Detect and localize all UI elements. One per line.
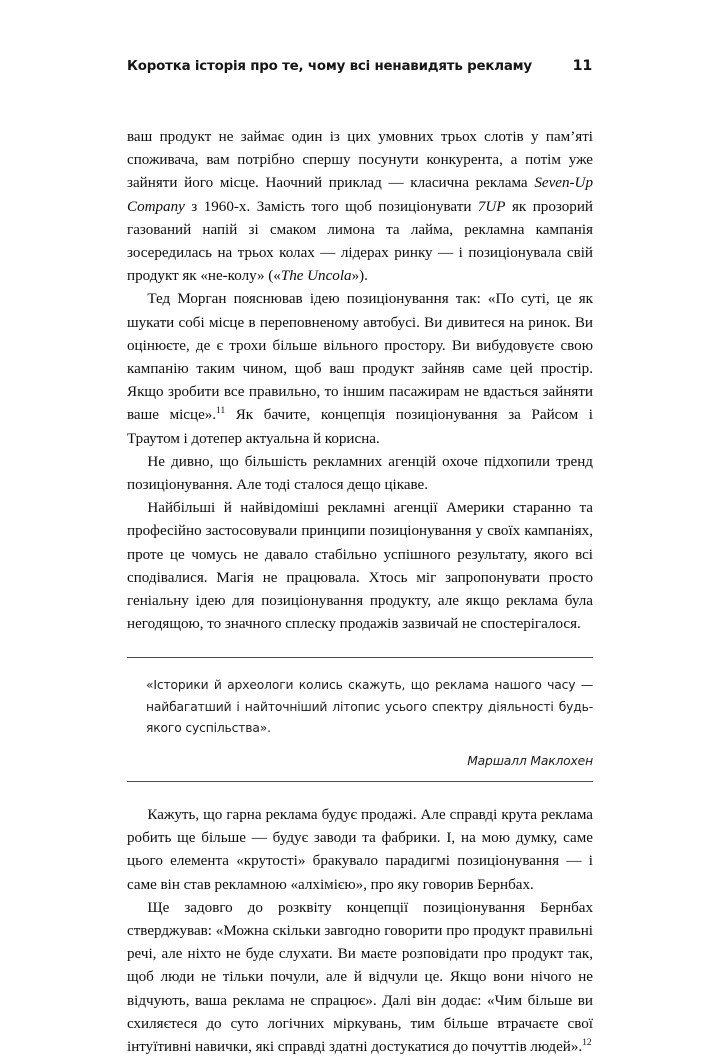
par-positioning-seven-up: [127, 126, 593, 288]
pull-quote-block: [127, 657, 593, 782]
italic-run: Seven-Up Company: [127, 175, 593, 215]
text-run: як прозорий газований напій зі смаком лимона та лайма, рекламна кампанія зосередилась на трьох колах — лідерах ринку — і позиціонувала свій продукт як «не-колу» («: [127, 198, 593, 285]
text-run: ваш продукт не займає один із цих умовних трьох слотів у пам’яті споживача, вам потрібно спершу посунути конкурента, а потім уже зайняти його місце. Наочний приклад — класична реклама: [127, 129, 593, 192]
text-run: Як бачите, концепція позиціонування за Райсом і Траутом і дотепер актуальна й корисна.: [127, 407, 593, 447]
body-text-top: [127, 126, 593, 636]
pull-quote-rule-top: [127, 657, 593, 658]
text-run: Ще задовго до розквіту концепції позиціонування Бернбах стверджував: «Можна скільки завгодно говорити про продукт правильні речі, але ніхто не буде слухати. Ви маєте розповідати про продукт так, щоб люди не тільки почули, але й відчули це. Якщо вони нічого не відчують, ваша реклама не спрацює». Далі він додає: «Чим більше ви схиляєтеся до суто логічних міркувань, тим більше втрачаєте свої інтуїтивні навички, які справді здатні достукатися до почуттів людей».: [127, 899, 593, 1055]
text-run: »).: [351, 268, 368, 285]
par-bernbach-quote: [127, 897, 593, 1059]
pull-quote-rule-bottom: [127, 781, 593, 782]
text-run: Найбільші й найвідоміші рекламні агенції Америки старанно та професійно застосовували принципи позиціонування у своїх кампаніях, проте це чомусь не давало стабільно успішного результату, якого всі сподівалися. Магія не працювала. Хтось міг запропонувати просто геніальну ідею для позиціонування продукту, але якщо реклама була негодящою, то значного сплеску продажів зазвичай не спостерігалося.: [127, 500, 593, 633]
par-magic-not-working: [127, 497, 593, 636]
text-run: Тед Морган пояснював ідею позиціонування так: «По суті, це як шукати собі місце в переповненому автобусі. Ви дивитеся на ринок. Ви оцінюєте, де є трохи більше вільного простору. Ви вибудовуєте свою кампанію таким чином, щоб ваш продукт зайняв саме цей простір. Якщо зробити все правильно, то іншим пасажирам не вдасться зайняти ваше місце».: [127, 291, 593, 424]
pull-quote-attribution: Маршалл Маклохен: [467, 753, 593, 768]
text-run: з 1960-х. Замість того щоб позиціонувати: [184, 198, 478, 215]
italic-run: 7UP: [477, 198, 506, 215]
footnote-marker-12[interactable]: 12: [582, 1037, 592, 1048]
par-good-ad-builds-sales: [127, 804, 593, 897]
running-header-title: Коротка історія про те, чому всі ненавидять рекламу: [127, 59, 532, 74]
pull-quote-inner: [127, 658, 593, 781]
par-ted-morgan: [127, 288, 593, 450]
italic-run: The Uncola: [280, 268, 352, 285]
par-agencies-trend: [127, 451, 593, 497]
pull-quote-text: «Історики й археологи колись скажуть, що реклама нашого часу — найбагатший і найточніший літопис усього спектру діяльності будь-якого суспільства».: [146, 678, 593, 736]
text-run: Кажуть, що гарна реклама будує продажі. Але справді крута реклама робить ще більше — будує заводи та фабрики. І, на мою думку, саме цього елемента «крутості» бракувало парадигмі позиціонування — і саме він став рекламною «алхімією», про яку говорив Бернбах.: [127, 806, 593, 893]
running-header: [127, 58, 592, 74]
footnote-marker-11[interactable]: 11: [216, 406, 226, 417]
text-column: [127, 126, 593, 1059]
text-run: Не дивно, що більшість рекламних агенцій охоче підхопили тренд позиціонування. Але тоді сталося дещо цікаве.: [127, 453, 593, 494]
body-text-bottom: [127, 804, 593, 1059]
page-number: 11: [572, 58, 592, 74]
